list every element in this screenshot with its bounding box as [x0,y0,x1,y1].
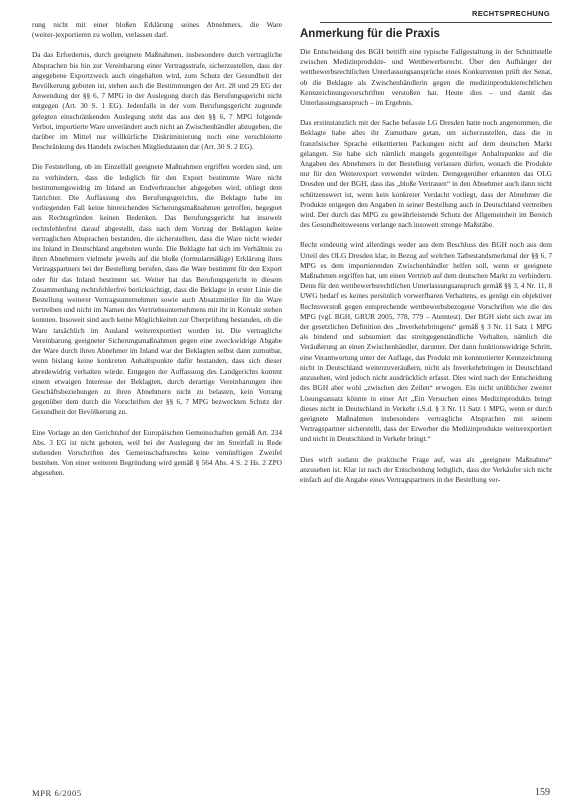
right-column [300,27,552,495]
right-paragraph: Dies wirft sodann die praktische Frage auf, was als „geeignete Maßnahme“ anzusehen ist. Klar ist nach der Entscheidung lediglich, dass der Verkäufer sich nicht einfach auf die Angabe eines Vertragspartners in der Bestellung ver- [300,454,552,484]
left-paragraph: rung nicht mit einer bloßen Erklärung seines Abnehmers, die Ware (weiter-)exportieren zu wollen, verlassen darf. [32,20,282,40]
right-paragraph: Die Entscheidung des BGH betrifft eine typische Fallgestaltung in der Schnittstelle zwischen Medizinprodukte- und Wettbewerbsrecht. Über den Aufhänger der wettbewerbsrechtlichen Unterlassungsansprüche eines Konkurrenten prüft der Senat, ob die Beklagte als Zwischenhändlerin gegen die medizinprodukterechtlichen Kennzeichnungsvorschriften verstoßen hat. Heute dies – und damit das Unterlassungsanspruch – im Ergebnis. [300,47,552,108]
journal-footer: MPR 6/2005 [32,788,82,798]
right-paragraph: Recht eindeutig wird allerdings weder aus dem Beschluss des BGH noch aus dem Urteil des OLG Dresden klar, in Bezug auf welchen Tatbestandsmerkmal der §§ 6, 7 MPG es dem importierenden Zwischenhändler helfen soll, wenn er geeignete Maßnahmen ergriffen hat, um einen Vertrieb auf dem deutschen Markt zu verhindern. Denn für den wettbewerbsrechtlichen Unterlassungsanspruch gemäß §§ 3, 4 Nr. 11, 8 UWG bedarf es keines persönlich vorwerfbaren Verhaltens, es genügt ein objektiver Rechtsverstoß gegen entsprechende wettbewerbsbezogene Vorschriften wie die des MPG (vgl. BGH, GRUR 2005, 778, 779 – Atemtest). Der BGH sieht sich zwar im der gesetzlichen Definition des „Inverkehrbringens“ gemäß § 3 Nr. 11 Satz 1 MPG als bindend und subsumiert das streitgegenständliche Verhalten, nämlich die Veräußerung an einen Zwischenhändler, darunter. Der dann funktionswidrige Schritt, eine Verantwortung unter der Auflage, das Produkt mit konnnotierter Kennzeichnung nicht in Deutschland weiterzuveräußern, nicht als Inverkehrbringen in Deutschland anzusehen, wird jedoch nicht ausdrücklich erfasst. Dies wird nach der Entscheidung des BGH aber wohl „zwischen den Zeilen“ erwogen. Ein nicht unüblicher zweiter Lösungsansatz könnte in einer Art „Ein Versuchen eines Medizinprodukts bringt dieses nicht in Deutschland in Verkehr i.S.d. § 3 Nr. 11 Satz 1 MPG, wenn er durch geeignete Maßnahmen insbesondere vertragliche Absprachen mit seinem Vertragspartner sicherstellt, dass der Erwerber die Medizinprodukte weiterexportiert und nicht in Deutschland in Verkehr bringt.“ [300,240,552,444]
page-number: 159 [535,787,550,798]
left-paragraph: Eine Vorlage an den Gerichtshof der Europäischen Gemeinschaften gemäß Art. 234 Abs. 3 EG ist nicht geboten, weil bei der Auslegung der im Streitfall in Rede stehenden Vorschriften des Gemeinschaftsrechts keine vernünftigen Zweifel bestehen. Von einer weiteren Begründung wird gemäß § 564 Abs. 4 S. 2 Hs. 2 ZPO abgesehen. [32,427,282,478]
left-paragraph: Da das Erfordernis, durch geeignete Maßnahmen, insbesondere durch vertragliche Absprachen bis hin zur Vereinbarung einer Vertragsstrafe, sicherzustellen, dass der angegebene Exportzweck auch eingehalten wird, zum Schutz der Gesundheit der Bevölkerung geboten ist, stehen auch die Bestimmungen der Art. 28 und 29 EG der Anwendung der §§ 6, 7 MPG in der Auslegung durch das Berufungsgericht nicht entgegen (Art. 30 S. 1 EG). Jedenfalls in der vom Berufungsgericht zugrunde gelegten einschränkenden Auslegung steht das aus den §§ 6, 7 MPG folgende Verbot, importierte Ware unverändert auch nicht an Zwischenhändler abzugeben, die darüber im Mittel nur willkürliche Diskriminierung noch eine verschleierte Beschränkung des Handels zwischen Mitgliedstaaten dar (Art. 30 S. 2 EG). [32,50,282,152]
left-column [32,20,282,489]
top-rule [320,22,552,23]
section-heading: Anmerkung für die Praxis [300,28,440,40]
right-paragraph: Das erstinstanzlich mit der Sache befasste LG Dresden hatte noch angenommen, die Beklagte habe alles ihr Zumutbare getan, um sicherzustellen, dass die in französischer Sprache etikettierten Packungen nicht auf dem deutschen Markt gelangen. Sie habe sich nämlich mangels gegenteiliger Anhaltspunkte auf die Angaben des Abnehmers in der Bestellung verlassen dürfen, wonach die Produkte nur für den Weiterexport verwendet würden. Demgegenüber erkannten das OLG Dresden und der BGH, dass das „bloße Vertrauen“ in den Abnehmer auch dann nicht schützenswert ist, wenn kein konkreter Verdacht vorliegt, dass der Abnehmer die Produkte entgegen den Angaben in seiner Bestellung auch in Deutschland vertreiben wird. Der durch das MPG zu gewährleistende Schutz der Allgemeinheit im Bereich des Gesundheitswesens verlange nach insoweit strenge Maßstäbe. [300,118,552,230]
left-paragraph: Die Feststellung, ob im Einzelfall geeignete Maßnahmen ergriffen worden sind, um zu verhindern, dass die lediglich für den Export bestimmte Ware nicht bestimmungswidrig im Inland an Endverbraucher abgegeben wird, obliegt dem Tatrichter. Die Auffassung des Berufungsgerichts, die Beklagte habe im vorliegenden Fall keine hinreichenden Sicherungsmaßnahmen getroffen, begegnet aus Rechtsgründen keinen Bedenken. Das Berufungsgericht hat insoweit rechtsfehlerfrei darauf abgestellt, dass nach dem Vortrag der Beklagten keine vertraglichen Absprachen bestanden, die sicherstellten, dass die Ware nicht wieder ins Inland in Deutschland angeboten wurde. Die Beklagte hat sich im Verhältnis zu ihren Abnehmern vielmehr jeweils auf die bloße (formularmäßige) Erklärung ihres Vertragspartners bei der Bestellung berufen, dass die Ware bestimmt für den Export oder für das Inland bestimmt sei. Weiter hat das Berufungsgericht in diesem Zusammenhang rechtsfehlerfrei berücksichtigt, dass die Beklagte in erster Linie die Bestellung weiterer Vertragsunternehmen sowie auch Absatzmittler für die Ware vertreiben und nicht im Namen des Vertriebsunternehmens mit ihr in Kontakt stehen konnten. Insoweit sind auch keine Möglichkeiten zur Überprüfung bestanden, ob die Ware tatsächlich im Ausland weiterexportiert worden ist. Die vertragliche Vereinbarung geeigneter Sicherungsmaßnahmen gegen eine zweckwidrige Abgabe der Ware durch ihren Abnehmer im Inland war der Beklagten selbst dann zumutbar, wenn bislang keine konkreten Anhaltspunkte dafür bestanden, dass sich dieser abredewidrig verhalten würde. Entgegen der Auffassung des Landgerichts kommt einem etwaigen Interesse der Beklagten, durch derartige Vereinbarungen ihre Geschäftsbeziehungen zu ihren Abnehmern nicht zu belasten, kein Vorrang gegenüber dem durch die Vorschriften der §§ 6, 7 MPG bezweckten Schutz der Gesundheit der Bevölkerung zu. [32,162,282,417]
section-label: RECHTSPRECHUNG [472,9,550,18]
